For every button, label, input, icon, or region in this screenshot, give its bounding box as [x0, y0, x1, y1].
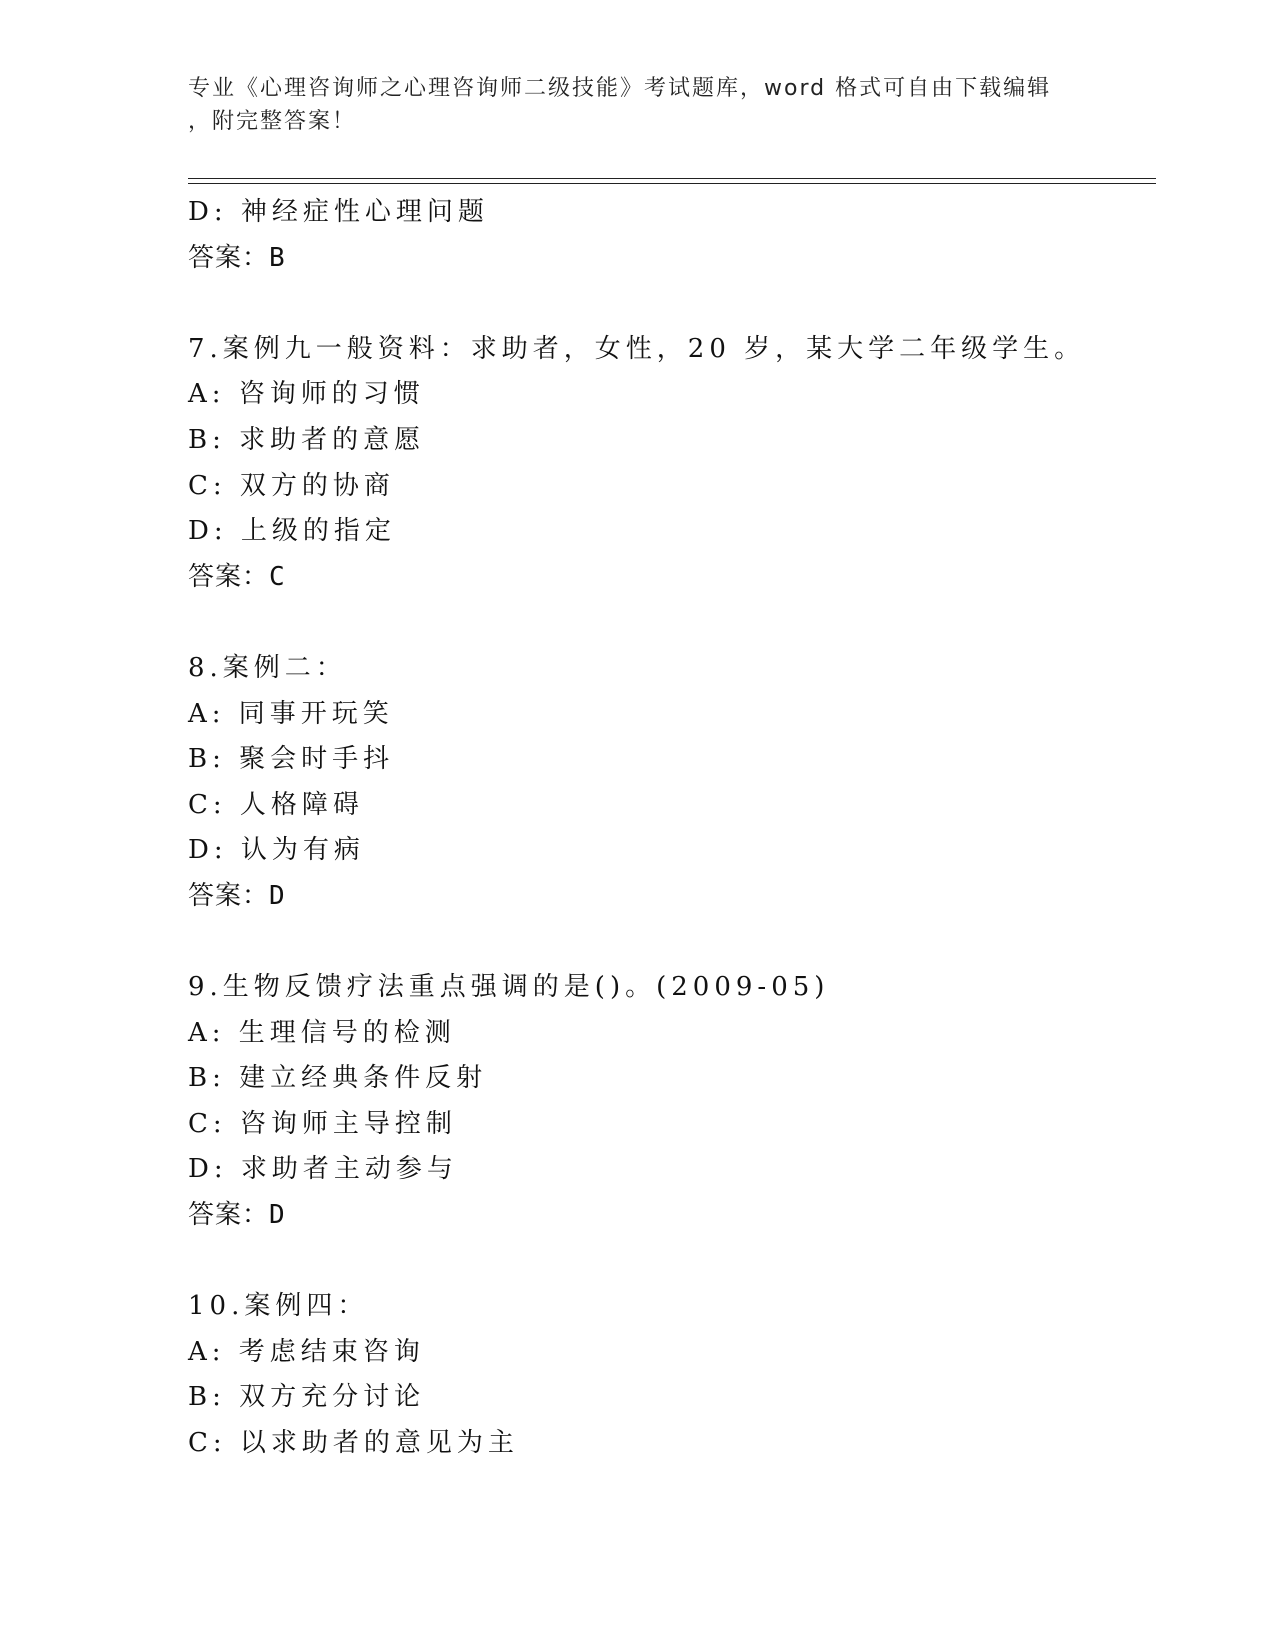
question-7-answer	[188, 555, 1148, 601]
answer-label: 答案：	[188, 242, 270, 273]
answer-label: 答案：	[188, 561, 270, 592]
document-header	[188, 72, 1068, 138]
question-7-option-b: B: 求助者的意愿	[188, 424, 426, 455]
question-list	[188, 190, 1148, 1467]
header-double-rule	[188, 178, 1156, 184]
question-10-stem: 10.案例四：	[188, 1291, 369, 1322]
question-9-option-a: A: 生理信号的检测	[188, 1017, 456, 1048]
answer-value: B	[269, 242, 286, 273]
question-9-option-b: B: 建立经典条件反射	[188, 1063, 488, 1094]
answer-value: D	[269, 880, 286, 911]
question-9-answer	[188, 1193, 1148, 1239]
question-10-option-b: B: 双方充分讨论	[188, 1382, 426, 1413]
answer-value: C	[269, 561, 286, 592]
question-8-stem: 8.案例二：	[188, 652, 347, 683]
question-9-stem: 9.生物反馈疗法重点强调的是()。(2009-05)	[188, 972, 830, 1003]
question-7-option-c: C: 双方的协商	[188, 470, 395, 501]
question-8-option-d: D: 认为有病	[188, 835, 365, 866]
header-title-line-2: ，附完整答案！	[188, 109, 357, 134]
question-7-option-d: D: 上级的指定	[188, 516, 396, 547]
question-7-option-a: A: 咨询师的习惯	[188, 379, 425, 410]
question-10-option-c: C: 以求助者的意见为主	[188, 1428, 519, 1459]
question-8-option-a: A: 同事开玩笑	[188, 698, 394, 729]
question-7-stem: 7.案例九一般资料：求助者，女性，20 岁，某大学二年级学生。	[188, 333, 1086, 364]
question-8-option-c: C: 人格障碍	[188, 789, 364, 820]
question-9-option-d: D: 求助者主动参与	[188, 1154, 458, 1185]
question-6-option-d: D: 神经症性心理问题	[188, 197, 489, 227]
header-title-line-1: 专业《心理咨询师之心理咨询师二级技能》考试题库，word 格式可自由下载编辑	[188, 76, 1052, 101]
spacer	[188, 281, 1148, 327]
question-6-answer	[188, 236, 1148, 282]
answer-label: 答案：	[188, 1200, 270, 1231]
answer-value: D	[269, 1200, 286, 1231]
question-8-option-b: B: 聚会时手抖	[188, 744, 395, 775]
spacer	[188, 1239, 1148, 1285]
spacer	[188, 600, 1148, 646]
question-9-option-c: C: 咨询师主导控制	[188, 1108, 457, 1139]
question-10-option-a: A: 考虑结束咨询	[188, 1336, 425, 1367]
question-8-answer	[188, 874, 1148, 920]
spacer	[188, 920, 1148, 966]
answer-label: 答案：	[188, 880, 270, 911]
